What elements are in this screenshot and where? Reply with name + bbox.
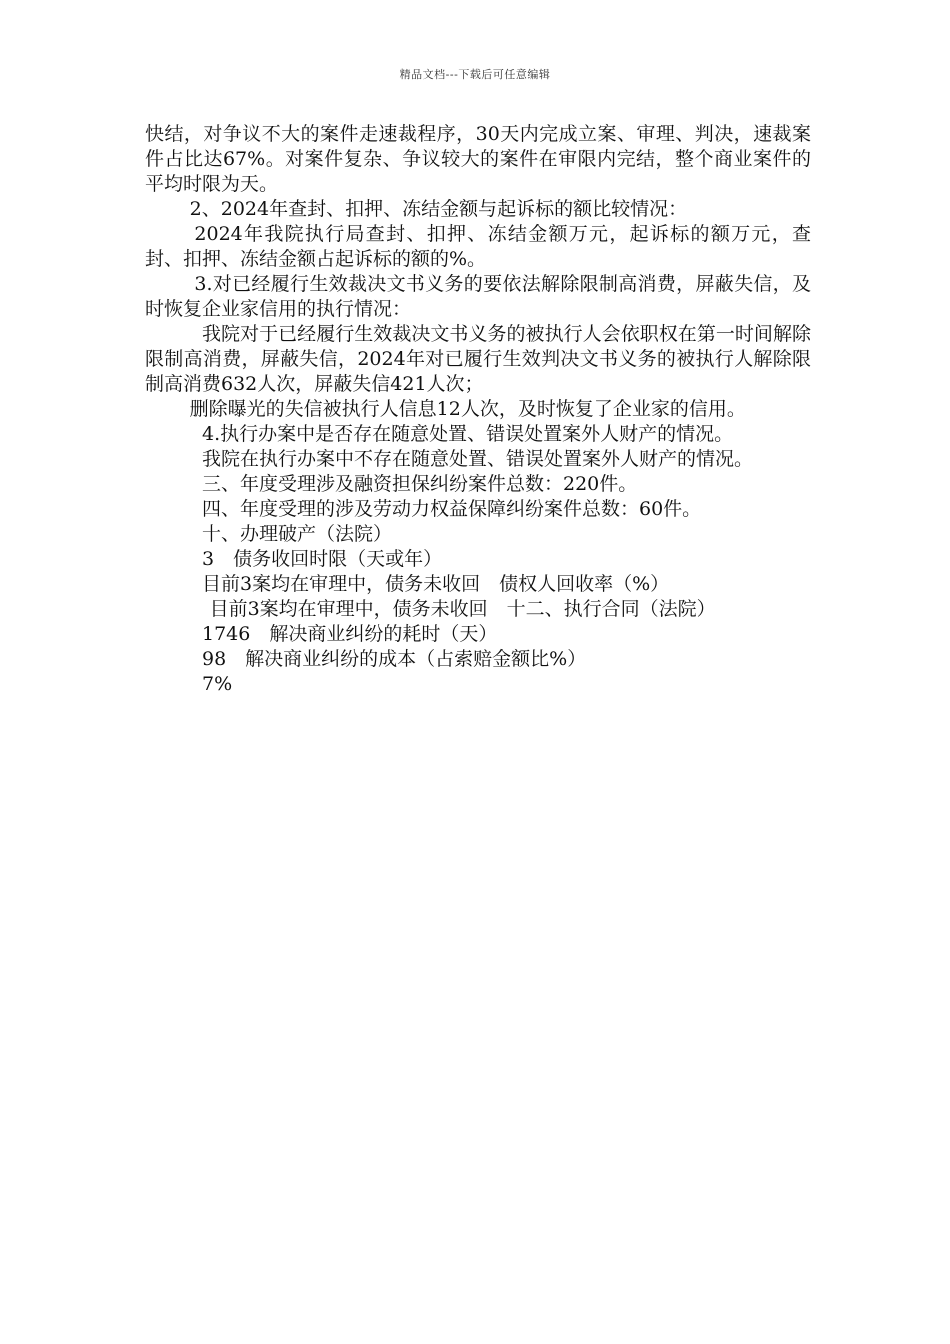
paragraph-4: 3.对已经履行生效裁决文书义务的要依法解除限制高消费，屏蔽失信，及时恢复企业家信用的执行情况：	[145, 273, 811, 320]
paragraph-11: 十、办理破产（法院）	[202, 523, 393, 545]
paragraph-8: 我院在执行办案中不存在随意处置、错误处置案外人财产的情况。	[202, 448, 754, 470]
paragraph-13: 目前3案均在审理中，债务未收回 债权人回收率（%）	[202, 573, 670, 595]
paragraph-3: 2024年我院执行局查封、扣押、冻结金额万元，起诉标的额万元，查封、扣押、冻结金额占起诉标的额的%。	[145, 223, 811, 270]
paragraph-7: 4.执行办案中是否存在随意处置、错误处置案外人财产的情况。	[202, 423, 734, 445]
page-header: 精品文档---下载后可任意编辑	[399, 68, 551, 81]
paragraph-9: 三、年度受理涉及融资担保纠纷案件总数：220件。	[202, 473, 638, 495]
paragraph-15: 1746 解决商业纠纷的耗时（天）	[202, 623, 498, 645]
paragraph-12: 3 债务收回时限（天或年）	[202, 548, 443, 570]
paragraph-10: 四、年度受理的涉及劳动力权益保障纠纷案件总数：60件。	[202, 498, 702, 520]
paragraph-14: 目前3案均在审理中，债务未收回 十二、执行合同（法院）	[209, 598, 716, 620]
paragraph-2: 2、2024年查封、扣押、冻结金额与起诉标的额比较情况：	[189, 198, 688, 220]
document-body	[145, 122, 811, 697]
paragraph-5: 我院对于已经履行生效裁决文书义务的被执行人会依职权在第一时间解除限制高消费，屏蔽失信，2024年对已履行生效判决文书义务的被执行人解除限制高消费632人次，屏蔽失信421人次；	[145, 323, 811, 395]
paragraph-6: 删除曝光的失信被执行人信息12人次，及时恢复了企业家的信用。	[189, 398, 746, 420]
paragraph-16: 98 解决商业纠纷的成本（占索赔金额比%）	[202, 648, 587, 670]
paragraph-17: 7%	[202, 673, 233, 695]
paragraph-1: 快结，对争议不大的案件走速裁程序，30天内完成立案、审理、判决，速裁案件占比达67%。对案件复杂、争议较大的案件在审限内完结，整个商业案件的平均时限为天。	[145, 123, 811, 195]
